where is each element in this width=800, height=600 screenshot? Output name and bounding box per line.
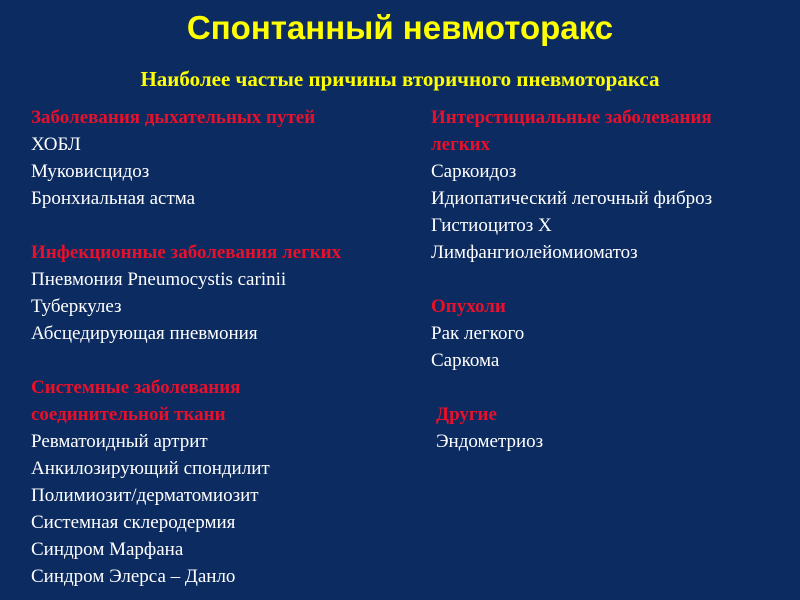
section-tumors (431, 293, 791, 374)
section-heading: Инфекционные заболевания легких (31, 242, 342, 263)
list-item: Идиопатический легочный фиброз (431, 188, 713, 209)
list-item: Саркоидоз (431, 161, 517, 182)
section-heading: Системные заболевания (31, 377, 241, 398)
spacer (431, 266, 791, 293)
section-interstitial (431, 104, 791, 266)
spacer (31, 347, 411, 374)
slide-subtitle: Наиболее частые причины вторичного пневмоторакса (140, 67, 660, 91)
list-item: Синдром Элерса – Данло (31, 566, 236, 587)
list-item: Анкилозирующий спондилит (31, 458, 270, 479)
section-heading: соединительной ткани (31, 404, 226, 425)
list-item: Лимфангиолейомиоматоз (431, 242, 638, 263)
list-item: Полимиозит/дерматомиозит (31, 485, 259, 506)
section-heading: легких (431, 134, 491, 155)
list-item: Эндометриоз (436, 431, 544, 452)
list-item: Синдром Марфана (31, 539, 184, 560)
list-item: Пневмония Pneumocystis carinii (31, 269, 287, 290)
spacer (31, 212, 411, 239)
section-heading: Заболевания дыхательных путей (31, 107, 316, 128)
section-airways (31, 104, 411, 212)
list-item: Ревматоидный артрит (31, 431, 208, 452)
list-item: Саркома (431, 350, 500, 371)
section-connective-tissue (31, 374, 411, 590)
right-column (431, 104, 791, 455)
section-infections (31, 239, 411, 347)
slide-title: Спонтанный невмоторакс (186, 9, 614, 46)
list-item: Туберкулез (31, 296, 122, 317)
list-item: Гистиоцитоз X (431, 215, 552, 236)
section-heading: Другие (436, 404, 497, 425)
section-other (431, 401, 791, 455)
list-item: Абсцедирующая пневмония (31, 323, 258, 344)
list-item: ХОБЛ (31, 134, 81, 155)
list-item: Бронхиальная астма (31, 188, 196, 209)
list-item: Муковисцидоз (31, 161, 150, 182)
left-column (31, 104, 411, 590)
list-item: Рак легкого (431, 323, 525, 344)
section-heading: Опухоли (431, 296, 506, 317)
spacer (431, 374, 791, 401)
section-heading: Интерстициальные заболевания (431, 107, 712, 128)
list-item: Системная склеродермия (31, 512, 236, 533)
